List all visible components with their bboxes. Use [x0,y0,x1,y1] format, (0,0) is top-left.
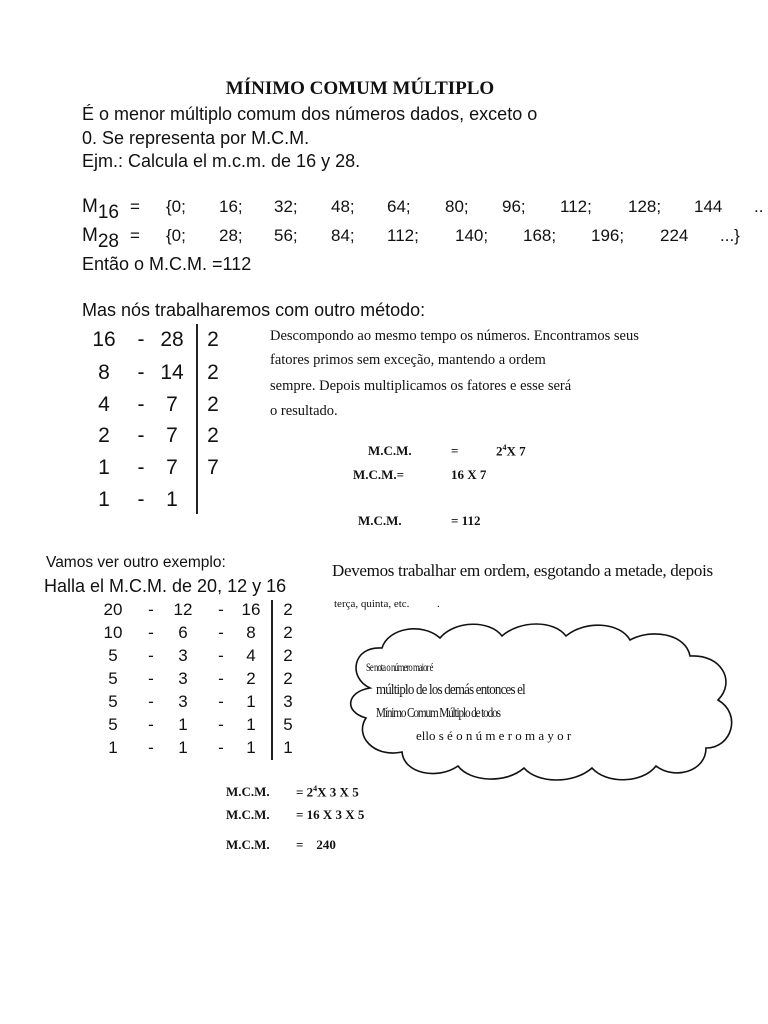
table-cell: - [137,393,145,416]
table-cell: 28 [160,328,184,351]
table-cell: 2 [283,669,293,688]
multiple-value: 112; [560,197,592,216]
table-cell: 2 [207,424,219,447]
table-cell: 2 [283,646,293,665]
table-cell: - [137,361,145,384]
table-cell: - [148,692,154,711]
table-cell: 1 [246,715,256,734]
intro-line-1: É o menor múltiplo comum dos números dados, exceto o [82,104,538,124]
result-expression [296,784,359,800]
multiple-value: 96; [502,197,526,216]
note2-line-1: Devemos trabalhar em ordem, esgotando a metade, depois [332,561,713,580]
example2-line-1: Vamos ver outro exemplo: [46,554,226,571]
table-cell: - [137,424,145,447]
table-cell: - [218,692,224,711]
table-cell: 4 [246,646,256,665]
table-cell: 2 [207,393,219,416]
multiple-value: {0; [166,226,186,245]
cloud-line-4: ello s é o n ú m e r o m a y o r [416,728,572,743]
table-cell: 6 [178,623,188,642]
table-cell: 3 [178,669,188,688]
power-exponent: 4 [502,443,507,452]
multiple-value: 32; [274,197,298,216]
multiple-value: 112; [387,226,419,245]
multiple-value: 28; [219,226,243,245]
table-cell: 2 [207,361,219,384]
multiple-value: 168; [523,226,557,245]
table-cell: - [148,738,154,757]
table-cell: 4 [98,393,110,416]
explanation-line-1: Descompondo ao mesmo tempo os números. Encontramos seus [270,328,639,344]
power-exponent: 4 [313,784,318,793]
table-cell: 1 [98,456,110,479]
multiple-value: 224 [660,226,689,245]
multiple-value: 144 [694,197,723,216]
example2-line-2: Halla el M.C.M. de 20, 12 y 16 [44,576,287,596]
method-line: Mas nós trabalharemos com outro método: [82,300,426,320]
table-cell: 3 [283,692,293,711]
table-cell: 1 [98,488,110,511]
multiple-value: {0; [166,197,186,216]
table-cell: 20 [103,600,123,619]
table-cell: 3 [178,646,188,665]
result-label: M.C.M. [226,807,270,822]
table-cell: - [137,488,145,511]
table-cell: - [218,600,224,619]
multiples-label: M [82,225,98,246]
table-cell: 7 [166,393,178,416]
result-label: M.C.M. [226,837,270,852]
table-cell: 16 [241,600,261,619]
note2-trail: . [437,598,440,610]
multiple-value: 56; [274,226,298,245]
power-base: 2 [306,784,314,800]
table-cell: 2 [283,623,293,642]
cloud-shape-icon [330,618,750,786]
table-cell: - [148,600,154,619]
table-cell: 5 [108,646,118,665]
multiple-value: 128; [628,197,662,216]
table-cell: 2 [98,424,110,447]
explanation-line-3: sempre. Depois multiplicamos os fatores e esse será [270,378,572,394]
table-cell: 1 [283,738,293,757]
multiples-subscript: 16 [97,202,119,223]
table-cell: 2 [207,328,219,351]
table-cell: 16 [92,328,116,351]
table-cell: - [218,669,224,688]
result-label: M.C.M. [226,784,270,799]
table-cell: - [148,715,154,734]
result-label: M.C.M. [358,513,402,528]
explanation-line-2: fatores primos sem exceção, mantendo a ordem [270,352,546,368]
table-cell: - [137,456,145,479]
table-cell: - [218,738,224,757]
multiple-value: 48; [331,197,355,216]
intro-line-3: Ejm.: Calcula el m.c.m. de 16 y 28. [82,151,361,171]
cloud-line-1: Se nota o número maior é [366,660,433,674]
table-cell: 2 [283,600,293,619]
result-equals: = [296,784,307,800]
table-cell: - [218,715,224,734]
multiple-value: 64; [387,197,411,216]
multiple-value: .. [754,197,764,216]
table-cell: 1 [246,738,256,757]
equals-sign: = [130,197,140,216]
power-base: 2 [496,443,503,459]
page-title: MÍNIMO COMUM MÚLTIPLO [225,78,495,99]
result-label: M.C.M. [368,443,412,458]
cloud-line-2: múltiplo de los demás entonces el [376,682,525,698]
result-value: = 112 [451,513,481,528]
table-cell: - [137,328,145,351]
result-expression [496,443,526,459]
table-cell: 3 [178,692,188,711]
multiple-value: 140; [455,226,489,245]
table-cell: 5 [108,669,118,688]
table-cell: - [218,623,224,642]
result-value: 16 X 7 [451,467,487,482]
multiple-value: 80; [445,197,469,216]
table-cell: 5 [108,715,118,734]
result-value: = 16 X 3 X 5 [296,807,365,822]
table-cell: - [218,646,224,665]
table-cell: 7 [166,424,178,447]
multiples-label: M [82,196,98,217]
note2-line-2: terça, quinta, etc. [334,598,410,610]
table-divider [196,324,198,514]
equals-sign: = [130,226,140,245]
table-cell: 1 [166,488,178,511]
table-cell: 8 [246,623,256,642]
table-cell: - [148,646,154,665]
multiple-value: 196; [591,226,625,245]
table-cell: 10 [103,623,123,642]
result-value: = 240 [296,837,336,852]
table-cell: - [148,623,154,642]
table-cell: 1 [246,692,256,711]
table-cell: 1 [108,738,118,757]
table-cell: 2 [246,669,256,688]
table-cell: 14 [160,361,184,384]
result-label: M.C.M.= [353,467,405,482]
intro-line-2: 0. Se representa por M.C.M. [82,128,310,148]
result-equals: = [451,443,459,458]
multiple-value: 84; [331,226,355,245]
multiples-subscript: 28 [97,231,119,252]
table-cell: 1 [178,738,188,757]
explanation-line-4: o resultado. [270,403,338,419]
table-cell: - [148,669,154,688]
result-line: Então o M.C.M. =112 [82,254,252,274]
multiple-value: ...} [720,226,740,245]
cloud-callout [330,618,750,786]
cloud-line-3: Mínimo Comum Múltiplo de todos [376,706,500,721]
table-cell: 12 [173,600,193,619]
result-rest: X 7 [506,443,526,459]
table-cell: 5 [283,715,293,734]
result-rest: X 3 X 5 [317,784,359,800]
table-cell: 7 [207,456,219,479]
table-cell: 7 [166,456,178,479]
table-cell: 1 [178,715,188,734]
table-cell: 8 [98,361,110,384]
table-cell: 5 [108,692,118,711]
multiple-value: 16; [219,197,243,216]
